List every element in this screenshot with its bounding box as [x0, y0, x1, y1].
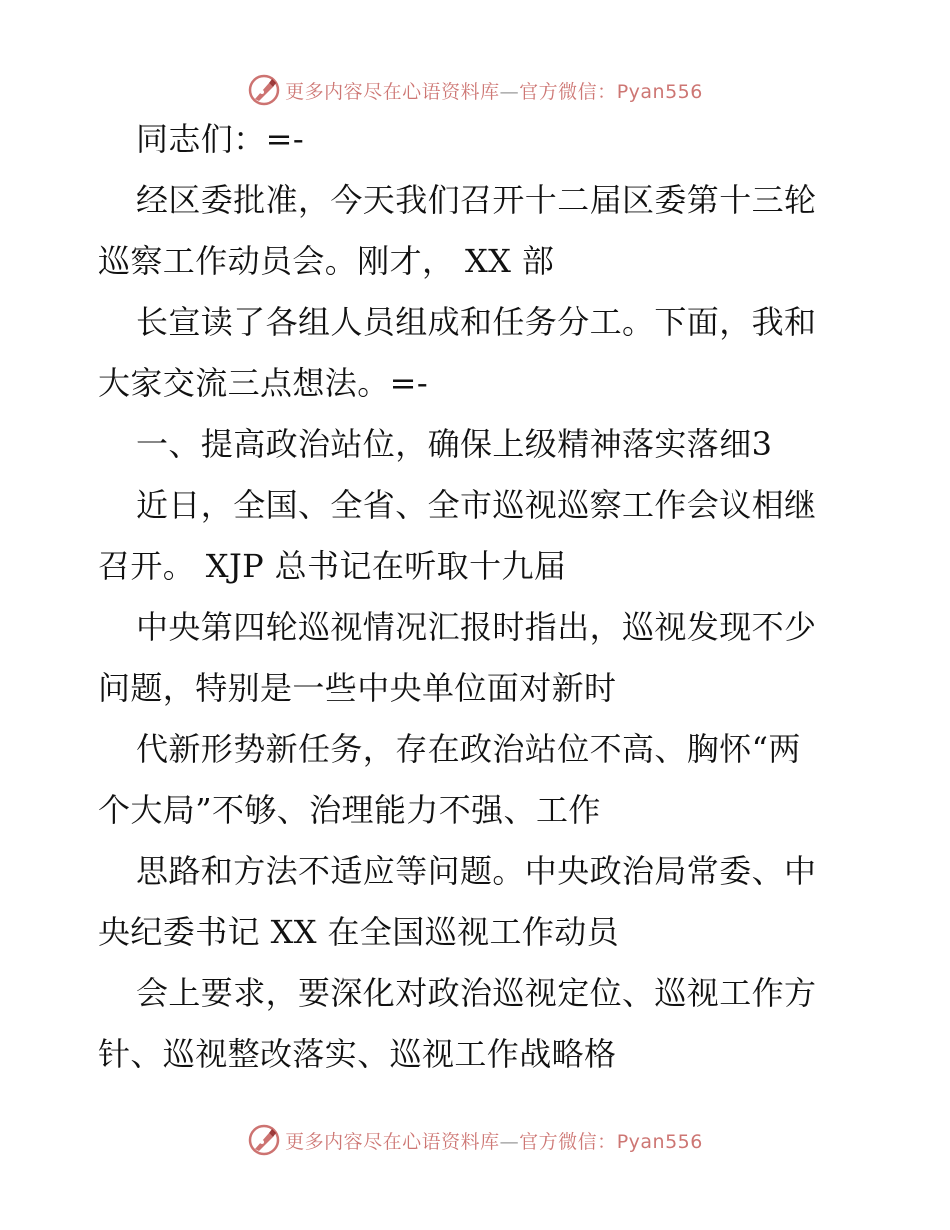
paragraph-line: 召开。 XJP 总书记在听取十九届 — [98, 547, 567, 585]
watermark-wechat-id: Pyan556 — [616, 80, 703, 103]
document-body — [98, 120, 858, 1099]
watermark-separator: — — [499, 80, 520, 103]
watermark-wechat-label: 官方微信： — [519, 80, 617, 103]
header-watermark — [0, 70, 950, 110]
paragraph-line: 代新形势新任务，存在政治站位不高、胸怀“两 — [136, 730, 801, 768]
pen-nib-logo-icon — [247, 1123, 281, 1157]
footer-watermark — [0, 1120, 950, 1160]
paragraph-line: 针、巡视整改落实、巡视工作战略格 — [98, 1035, 617, 1073]
paragraph-line: 大家交流三点想法。=- — [98, 364, 429, 402]
paragraph-line: 经区委批准，今天我们召开十二届区委第十三轮 — [136, 181, 817, 219]
watermark-ad-text: 更多内容尽在心语资料库 — [285, 1130, 500, 1153]
pen-nib-logo-icon — [247, 73, 281, 107]
paragraph-line: 问题，特别是一些中央单位面对新时 — [98, 669, 617, 707]
salutation-line: 同志们：=- — [136, 120, 305, 158]
watermark-separator: — — [499, 1130, 520, 1153]
paragraph-line: 思路和方法不适应等问题。中央政治局常委、中 — [136, 852, 817, 890]
section-heading: 一、提高政治站位，确保上级精神落实落细3 — [136, 425, 773, 463]
watermark-wechat-id: Pyan556 — [616, 1130, 703, 1153]
paragraph-line: 会上要求，要深化对政治巡视定位、巡视工作方 — [136, 974, 817, 1012]
paragraph-line: 巡察工作动员会。刚才， XX 部 — [98, 242, 555, 280]
watermark-wechat-label: 官方微信： — [519, 1130, 617, 1153]
paragraph-line: 近日，全国、全省、全市巡视巡察工作会议相继 — [136, 486, 817, 524]
paragraph-line: 央纪委书记 XX 在全国巡视工作动员 — [98, 913, 620, 951]
paragraph-line: 个大局”不够、治理能力不强、工作 — [98, 791, 601, 829]
paragraph-line: 长宣读了各组人员组成和任务分工。下面，我和 — [136, 303, 817, 341]
watermark-ad-text: 更多内容尽在心语资料库 — [285, 80, 500, 103]
paragraph-line: 中央第四轮巡视情况汇报时指出，巡视发现不少 — [136, 608, 817, 646]
